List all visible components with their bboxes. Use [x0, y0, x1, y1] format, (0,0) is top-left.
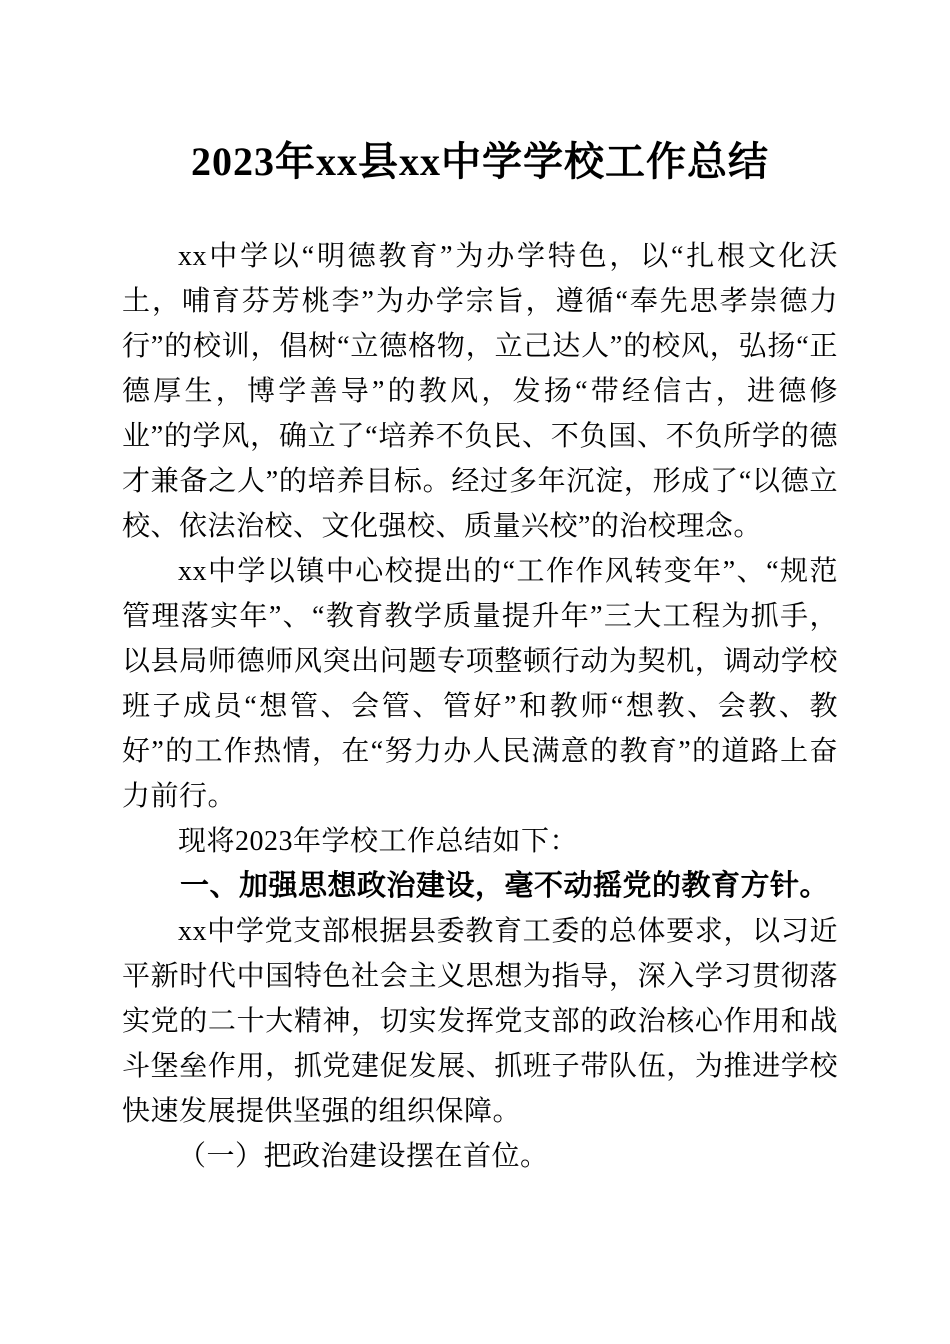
paragraph-intro-2: xx中学以镇中心校提出的“工作作风转变年”、“规范管理落实年”、“教育教学质量提升年”三大工程为抓手，以县局师德师风突出问题专项整顿行动为契机，调动学校班子成员“想管、会管、管好”和教师“想教、会教、教好”的工作热情，在“努力办人民满意的教育”的道路上奋力前行。 [122, 556, 838, 812]
document-title: 2023年xx县xx中学学校工作总结 [191, 139, 769, 184]
paragraph-intro-1: xx中学以“明德教育”为办学特色，以“扎根文化沃土，哺育芬芳桃李”为办学宗旨，遵循“奉先思孝崇德力行”的校训，倡树“立德格物，立己达人”的校风，弘扬“正德厚生，博学善导”的教风，发扬“带经信古，进德修业”的学风，确立了“培养不负民、不负国、不负所学的德才兼备之人”的培养目标。经过多年沉淀，形成了“以德立校、依法治校、文化强校、质量兴校”的治校理念。 [122, 241, 838, 542]
paragraph-section-1-body: xx中学党支部根据县委教育工委的总体要求，以习近平新时代中国特色社会主义思想为指导，深入学习贯彻落实党的二十大精神，切实发挥党支部的政治核心作用和战斗堡垒作用，抓党建促发展、抓班子带队伍，为推进学校快速发展提供坚强的组织保障。 [122, 916, 838, 1127]
subsection-heading-1-1: （一）把政治建设摆在首位。 [178, 1141, 549, 1172]
paragraph-summary-lead: 现将2023年学校工作总结如下： [178, 826, 579, 857]
section-heading-1: 一、加强思想政治建设，毫不动摇党的教育方针。 [180, 870, 830, 902]
